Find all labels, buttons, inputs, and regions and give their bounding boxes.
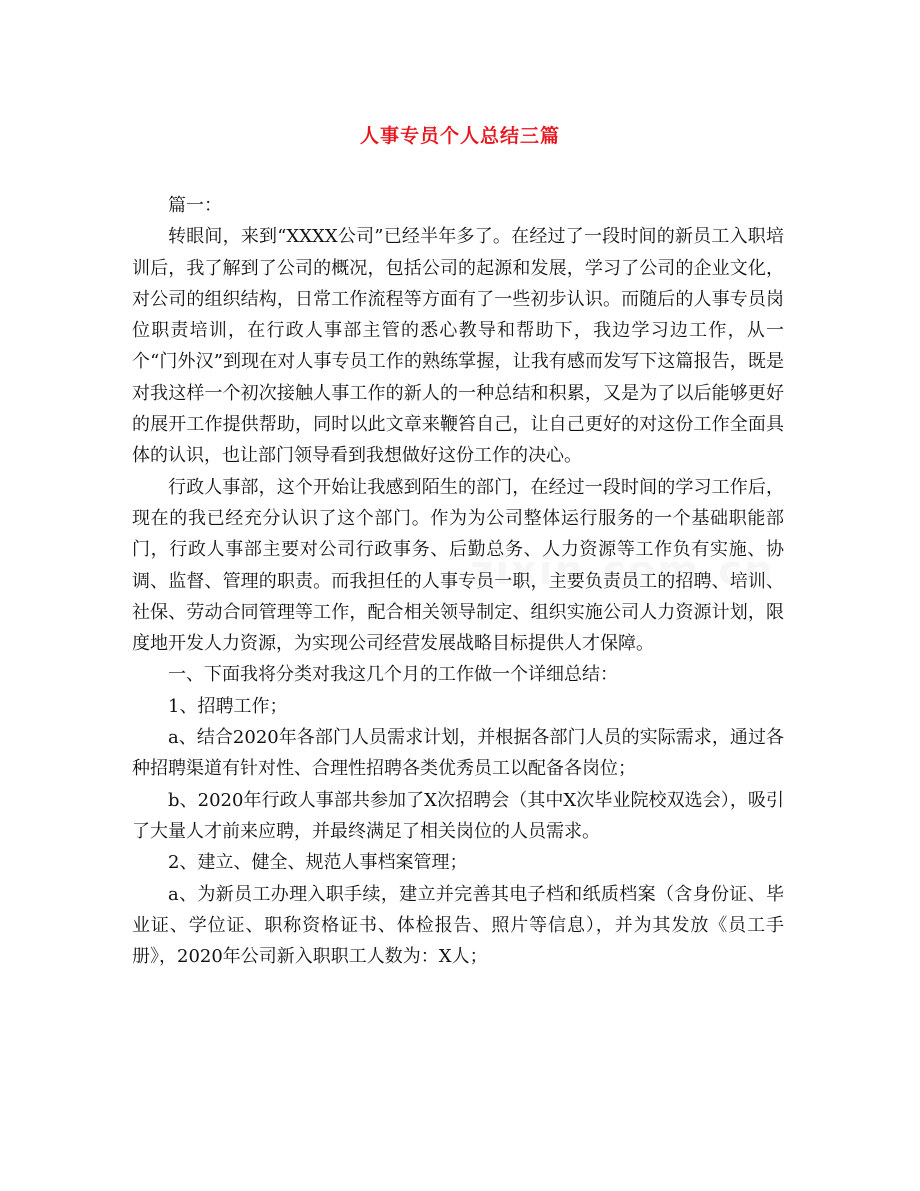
paragraph-recruitment-b: b、2020年行政人事部共参加了X次招聘会（其中X次毕业院校双选会），吸引了大量人才前来应聘，并最终满足了相关岗位的人员需求。: [132, 789, 784, 842]
paragraph-section-heading: 篇一：: [168, 195, 222, 216]
document-title: 人事专员个人总结三篇: [359, 125, 560, 147]
paragraph-summary-heading: 一、下面我将分类对我这几个月的工作做一个详细总结：: [168, 664, 618, 686]
paragraph-department: 行政人事部，这个开始让我感到陌生的部门，在经过一段时间的学习工作后，现在的我已经充分认识了这个部门。作为为公司整体运行服务的一个基础职能部门，行政人事部主要对公司行政事务、后勤总务、人力资源等工作负有实施、协调、监督、管理的职责。而我担任的人事专员一职，主要负责员工的招聘、培训、社保、劳动合同管理等工作，配合相关领导制定、组织实施公司人力资源计划，限度地开发人力资源，为实现公司经营发展战略目标提供人才保障。: [132, 476, 784, 655]
paragraph-intro: 转眼间，来到“XXXX公司”已经半年多了。在经过了一段时间的新员工入职培训后，我了解到了公司的概况，包括公司的起源和发展，学习了公司的企业文化，对公司的组织结构，日常工作流程等方面有了一些初步认识。而随后的人事专员岗位职责培训，在行政人事部主管的悉心教导和帮助下，我边学习边工作，从一个“门外汉”到现在对人事专员工作的熟练掌握，让我有感而发写下这篇报告，既是对我这样一个初次接触人事工作的新人的一种总结和积累，又是为了以后能够更好的展开工作提供帮助，同时以此文章来鞭笞自己，让自己更好的对这份工作全面具体的认识，也让部门领导看到我想做好这份工作的决心。: [132, 226, 784, 467]
paragraph-archive-heading: 2、建立、健全、规范人事档案管理；: [168, 852, 468, 874]
paragraph-recruitment-a: a、结合2020年各部门人员需求计划，并根据各部门人员的实际需求，通过各种招聘渠道有针对性、合理性招聘各类优秀员工以配备各岗位；: [132, 727, 784, 780]
document-body: [132, 190, 784, 972]
paragraph-recruitment-heading: 1、招聘工作；: [168, 695, 288, 717]
paragraph-archive-a: a、为新员工办理入职手续，建立并完善其电子档和纸质档案（含身份证、毕业证、学位证、职称资格证书、体检报告、照片等信息），并为其发放《员工手册》，2020年公司新入职职工人数为：X人；: [132, 883, 784, 968]
